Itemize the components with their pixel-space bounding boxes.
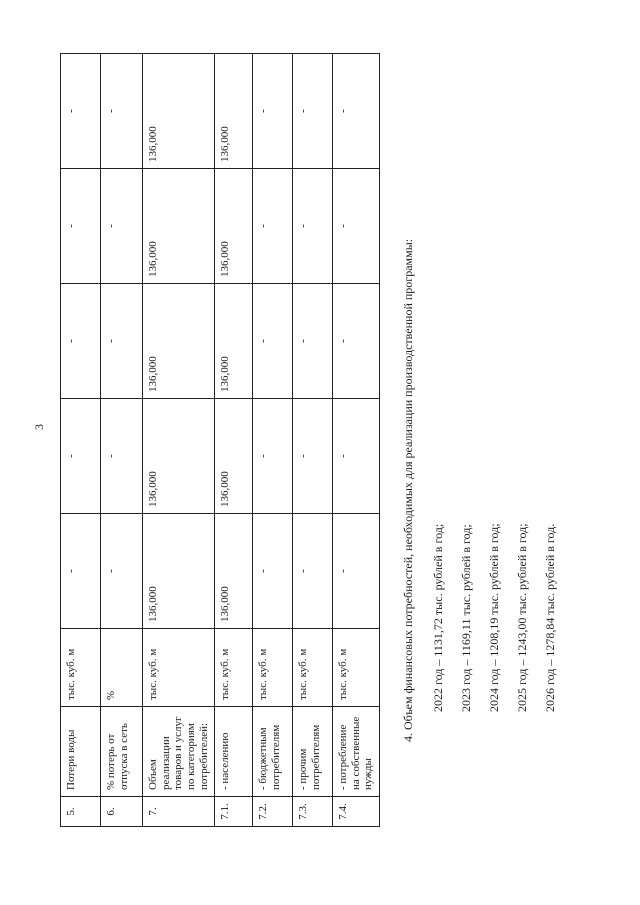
row-value-cell: 136,000 xyxy=(215,169,253,284)
row-value-cell: - xyxy=(101,169,143,284)
row-name-cell: Потери воды xyxy=(61,707,101,797)
table-row xyxy=(253,54,293,827)
row-value-cell: 136,000 xyxy=(215,284,253,399)
row-value-cell: - xyxy=(61,514,101,629)
row-value-cell: - xyxy=(293,284,333,399)
row-number-cell: 7.3. xyxy=(293,797,333,827)
row-value-cell: - xyxy=(333,54,380,169)
row-value-cell: - xyxy=(61,169,101,284)
row-value-cell: - xyxy=(61,284,101,399)
row-value-cell: - xyxy=(101,54,143,169)
row-value-cell: - xyxy=(61,399,101,514)
financial-line: 2022 год – 1131,72 тыс. рублей в год; xyxy=(431,523,445,712)
row-value-cell: - xyxy=(253,514,293,629)
row-name-cell: - потребление на собственные нужды xyxy=(333,707,380,797)
row-number-cell: 5. xyxy=(61,797,101,827)
row-value-cell: - xyxy=(293,54,333,169)
row-value-cell: - xyxy=(253,54,293,169)
financial-line: 2024 год – 1208,19 тыс. рублей в год; xyxy=(487,523,501,712)
table-row xyxy=(215,54,253,827)
financial-line: 2025 год – 1243,00 тыс. рублей в год; xyxy=(515,523,529,712)
row-unit-cell: тыс. куб. м xyxy=(293,629,333,707)
financial-needs-section xyxy=(394,42,564,742)
page-number: 3 xyxy=(32,424,46,430)
row-value-cell: - xyxy=(293,514,333,629)
row-value-cell: - xyxy=(333,514,380,629)
row-value-cell: - xyxy=(253,169,293,284)
table-row xyxy=(293,54,333,827)
row-value-cell: 136,000 xyxy=(143,169,215,284)
row-value-cell: 136,000 xyxy=(215,399,253,514)
row-value-cell: - xyxy=(333,284,380,399)
row-value-cell: - xyxy=(101,284,143,399)
row-number-cell: 7.1. xyxy=(215,797,253,827)
row-value-cell: - xyxy=(101,514,143,629)
table-row xyxy=(333,54,380,827)
row-value-cell: - xyxy=(253,284,293,399)
row-name-cell: - бюджетным потребителям xyxy=(253,707,293,797)
row-value-cell: - xyxy=(253,399,293,514)
row-value-cell: 136,000 xyxy=(143,514,215,629)
production-program-table xyxy=(60,53,380,827)
row-unit-cell: тыс. куб. м xyxy=(333,629,380,707)
row-value-cell: - xyxy=(101,399,143,514)
row-value-cell: 136,000 xyxy=(215,54,253,169)
row-unit-cell: тыс. куб. м xyxy=(61,629,101,707)
table-row xyxy=(101,54,143,827)
row-value-cell: 136,000 xyxy=(143,284,215,399)
row-value-cell: 136,000 xyxy=(143,54,215,169)
row-name-cell: - населению xyxy=(215,707,253,797)
table-row xyxy=(61,54,101,827)
row-name-cell: - прочим потребителям xyxy=(293,707,333,797)
row-value-cell: - xyxy=(333,169,380,284)
row-unit-cell: тыс. куб. м xyxy=(215,629,253,707)
row-value-cell: 136,000 xyxy=(143,399,215,514)
financial-line: 2026 год – 1278,84 тыс. рублей в год. xyxy=(543,523,557,712)
row-name-cell: Объем реализации товаров и услуг по категориям потребителей: xyxy=(143,707,215,797)
row-value-cell: - xyxy=(61,54,101,169)
row-value-cell: 136,000 xyxy=(215,514,253,629)
financial-line: 2023 год – 1169,11 тыс. рублей в год; xyxy=(459,524,473,712)
row-unit-cell: % xyxy=(101,629,143,707)
row-number-cell: 6. xyxy=(101,797,143,827)
financial-heading: 4. Объем финансовых потребностей, необходимых для реализации производственной программы: xyxy=(401,238,415,742)
row-unit-cell: тыс. куб. м xyxy=(253,629,293,707)
row-name-cell: % потерь от отпуска в сеть xyxy=(101,707,143,797)
row-number-cell: 7.2. xyxy=(253,797,293,827)
row-value-cell: - xyxy=(293,399,333,514)
row-unit-cell: тыс. куб. м xyxy=(143,629,215,707)
table-row xyxy=(143,54,215,827)
row-number-cell: 7.4. xyxy=(333,797,380,827)
row-value-cell: - xyxy=(293,169,333,284)
row-value-cell: - xyxy=(333,399,380,514)
row-number-cell: 7. xyxy=(143,797,215,827)
